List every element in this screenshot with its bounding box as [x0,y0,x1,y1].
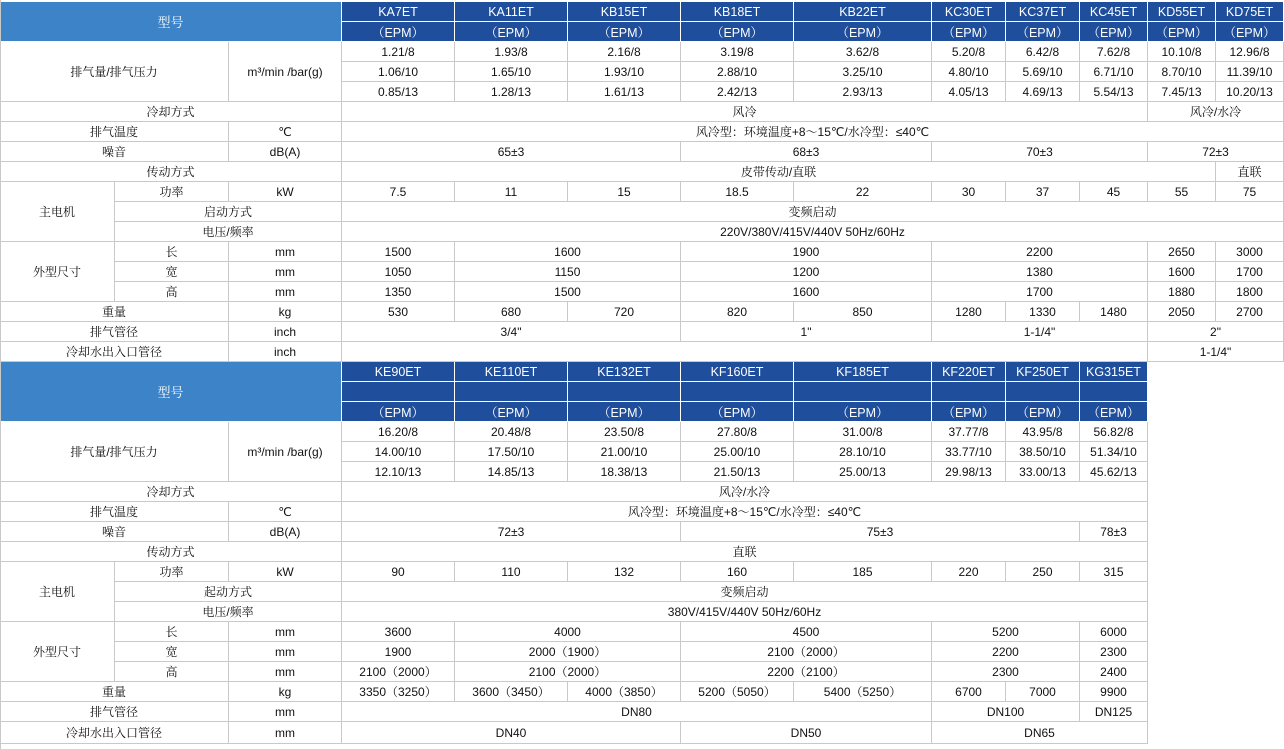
capacity-cell: 6.71/10 [1080,62,1148,82]
weight-value: 1480 [1080,302,1148,322]
motor-label: 主电机 [0,182,115,242]
start-value: 变频启动 [342,582,1148,602]
dimension-value: 1050 [342,262,455,282]
model-name-3: KF160ET [681,362,794,382]
length-unit: mm [229,622,342,642]
capacity-cell: 56.82/8 [1080,422,1148,442]
grid-left-border [0,0,1,749]
weight-value: 7000 [1006,682,1080,702]
pipe-value: 1-1/4" [932,322,1148,342]
cooling-label: 冷却方式 [0,102,342,122]
dimension-value: 1150 [455,262,681,282]
weight-value: 720 [568,302,681,322]
voltage-label: 电压/频率 [115,222,342,242]
capacity-cell: 45.62/13 [1080,462,1148,482]
dimension-value: 2300 [932,662,1080,682]
water-label: 冷却水出入口管径 [0,342,229,362]
capacity-cell: 2.16/8 [568,42,681,62]
length-label: 长 [115,622,229,642]
model-name-8: KD55ET [1148,2,1216,22]
height-unit: mm [229,662,342,682]
water-value: DN40 [342,722,681,744]
noise-value: 68±3 [681,142,932,162]
weight-value: 850 [794,302,932,322]
capacity-cell: 1.93/8 [455,42,568,62]
model-name-1: KA11ET [455,2,568,22]
model-name-0: KE90ET [342,362,455,382]
pipe-value: 2" [1148,322,1284,342]
model-epm-8: （EPM） [1148,22,1216,42]
height-label: 高 [115,282,229,302]
cooling-label: 冷却方式 [0,482,342,502]
model-epm-7: （EPM） [1080,22,1148,42]
water-empty [342,342,1148,362]
height-unit: mm [229,282,342,302]
noise-value: 72±3 [1148,142,1284,162]
model-epm-3: （EPM） [681,22,794,42]
dimension-value: 1800 [1216,282,1284,302]
power-value: 11 [455,182,568,202]
power-value: 185 [794,562,932,582]
dimension-value: 1500 [342,242,455,262]
voltage-value: 380V/415V/440V 50Hz/60Hz [342,602,1148,622]
power-value: 22 [794,182,932,202]
model-name-2: KE132ET [568,362,681,382]
width-unit: mm [229,642,342,662]
capacity-cell: 17.50/10 [455,442,568,462]
model-epm-4: （EPM） [794,402,932,422]
capacity-cell: 21.00/10 [568,442,681,462]
capacity-cell: 3.25/10 [794,62,932,82]
dimension-value: 1700 [932,282,1148,302]
power-value: 220 [932,562,1006,582]
weight-value: 2050 [1148,302,1216,322]
pipe-value: DN125 [1080,702,1148,722]
dimension-value: 2200 [932,242,1148,262]
cooling-value: 风冷/水冷 [342,482,1148,502]
weight-value: 530 [342,302,455,322]
capacity-cell: 7.62/8 [1080,42,1148,62]
weight-value: 680 [455,302,568,322]
weight-value: 3350（3250） [342,682,455,702]
capacity-cell: 7.45/13 [1148,82,1216,102]
dimension-value: 2100（2000） [681,642,932,662]
model-epm-5: （EPM） [932,402,1006,422]
weight-unit: kg [229,682,342,702]
dimension-value: 5200 [932,622,1080,642]
dimension-value: 1350 [342,282,455,302]
dimension-value: 2650 [1148,242,1216,262]
temp-value: 风冷型：环境温度+8～15℃/水冷型：≤40℃ [342,122,1284,142]
power-value: 250 [1006,562,1080,582]
height-label: 高 [115,662,229,682]
weight-unit: kg [229,302,342,322]
capacity-cell: 4.69/13 [1006,82,1080,102]
dimension-value: 4000 [455,622,681,642]
temp-unit: ℃ [229,502,342,522]
pipe-unit: inch [229,322,342,342]
power-unit: kW [229,562,342,582]
model-name-1: KE110ET [455,362,568,382]
dimension-value: 2200（2100） [681,662,932,682]
dimension-value: 6000 [1080,622,1148,642]
water-value: DN65 [932,722,1148,744]
power-unit: kW [229,182,342,202]
capacity-cell: 2.88/10 [681,62,794,82]
weight-value: 2700 [1216,302,1284,322]
drive-value: 直联 [1216,162,1284,182]
length-label: 长 [115,242,229,262]
dimension-value: 1380 [932,262,1148,282]
dimension-value: 1700 [1216,262,1284,282]
weight-label: 重量 [0,302,229,322]
capacity-cell: 20.48/8 [455,422,568,442]
model-name-7: KG315ET [1080,362,1148,382]
weight-value: 5400（5250） [794,682,932,702]
voltage-value: 220V/380V/415V/440V 50Hz/60Hz [342,222,1284,242]
model-name-0: KA7ET [342,2,455,22]
drive-label: 传动方式 [0,162,342,182]
temp-label: 排气温度 [0,122,229,142]
capacity-cell: 1.65/10 [455,62,568,82]
capacity-cell: 16.20/8 [342,422,455,442]
drive-label: 传动方式 [0,542,342,562]
capacity-cell: 1.61/13 [568,82,681,102]
capacity-cell: 31.00/8 [794,422,932,442]
pipe-value: 1" [681,322,932,342]
capacity-cell: 5.20/8 [932,42,1006,62]
power-value: 55 [1148,182,1216,202]
power-value: 315 [1080,562,1148,582]
capacity-cell: 14.85/13 [455,462,568,482]
dimension-value: 2400 [1080,662,1148,682]
power-value: 45 [1080,182,1148,202]
dimension-value: 3000 [1216,242,1284,262]
capacity-unit: m³/min /bar(g) [229,422,342,482]
noise-unit: dB(A) [229,142,342,162]
dimension-value: 1600 [455,242,681,262]
capacity-cell: 2.93/13 [794,82,932,102]
dimension-label: 外型尺寸 [0,242,115,302]
capacity-cell: 5.54/13 [1080,82,1148,102]
drive-value: 皮带传动/直联 [342,162,1216,182]
model-blank-2 [568,382,681,402]
capacity-cell: 27.80/8 [681,422,794,442]
dimension-value: 4500 [681,622,932,642]
capacity-cell: 1.93/10 [568,62,681,82]
capacity-unit: m³/min /bar(g) [229,42,342,102]
noise-value: 75±3 [681,522,1080,542]
power-value: 110 [455,562,568,582]
capacity-cell: 12.96/8 [1216,42,1284,62]
model-epm-2: （EPM） [568,22,681,42]
water-unit: inch [229,342,342,362]
weight-value: 820 [681,302,794,322]
capacity-cell: 28.10/10 [794,442,932,462]
model-name-2: KB15ET [568,2,681,22]
capacity-cell: 12.10/13 [342,462,455,482]
dimension-value: 3600 [342,622,455,642]
weight-value: 6700 [932,682,1006,702]
voltage-label: 电压/频率 [115,602,342,622]
model-blank-0 [342,382,455,402]
weight-value: 5200（5050） [681,682,794,702]
capacity-cell: 37.77/8 [932,422,1006,442]
capacity-cell: 43.95/8 [1006,422,1080,442]
dimension-value: 1900 [681,242,932,262]
model-epm-6: （EPM） [1006,402,1080,422]
start-label: 启动方式 [115,202,342,222]
temp-value: 风冷型：环境温度+8～15℃/水冷型：≤40℃ [342,502,1148,522]
capacity-cell: 25.00/13 [794,462,932,482]
capacity-cell: 6.42/8 [1006,42,1080,62]
model-name-4: KF185ET [794,362,932,382]
pipe-value: DN80 [342,702,932,722]
weight-value: 4000（3850） [568,682,681,702]
motor-label: 主电机 [0,562,115,622]
model-name-5: KF220ET [932,362,1006,382]
model-name-5: KC30ET [932,2,1006,22]
model-epm-1: （EPM） [455,22,568,42]
dimension-value: 2100（2000） [455,662,681,682]
dimension-value: 1200 [681,262,932,282]
model-blank-6 [1006,382,1080,402]
model-epm-1: （EPM） [455,402,568,422]
dimension-label: 外型尺寸 [0,622,115,682]
dimension-value: 1500 [455,282,681,302]
noise-value: 65±3 [342,142,681,162]
power-value: 37 [1006,182,1080,202]
weight-value: 1330 [1006,302,1080,322]
capacity-cell: 1.06/10 [342,62,455,82]
width-label: 宽 [115,642,229,662]
capacity-cell: 2.42/13 [681,82,794,102]
dimension-value: 1900 [342,642,455,662]
capacity-cell: 38.50/10 [1006,442,1080,462]
weight-value: 9900 [1080,682,1148,702]
model-name-3: KB18ET [681,2,794,22]
pipe-value: 3/4" [342,322,681,342]
power-label: 功率 [115,182,229,202]
noise-value: 72±3 [342,522,681,542]
start-value: 变频启动 [342,202,1284,222]
capacity-cell: 8.70/10 [1148,62,1216,82]
capacity-cell: 4.05/13 [932,82,1006,102]
model-epm-6: （EPM） [1006,22,1080,42]
power-label: 功率 [115,562,229,582]
power-value: 30 [932,182,1006,202]
pipe-value: DN100 [932,702,1080,722]
model-epm-9: （EPM） [1216,22,1284,42]
capacity-cell: 33.00/13 [1006,462,1080,482]
dimension-value: 2000（1900） [455,642,681,662]
start-label: 起动方式 [115,582,342,602]
model-title: 型号 [0,362,342,422]
dimension-value: 1600 [1148,262,1216,282]
capacity-cell: 21.50/13 [681,462,794,482]
capacity-cell: 23.50/8 [568,422,681,442]
power-value: 75 [1216,182,1284,202]
noise-unit: dB(A) [229,522,342,542]
model-name-7: KC45ET [1080,2,1148,22]
weight-value: 1280 [932,302,1006,322]
water-unit: mm [229,722,342,744]
power-value: 132 [568,562,681,582]
model-name-9: KD75ET [1216,2,1284,22]
power-value: 160 [681,562,794,582]
cooling-value: 风冷/水冷 [1148,102,1284,122]
model-blank-3 [681,382,794,402]
model-blank-4 [794,382,932,402]
capacity-cell: 18.38/13 [568,462,681,482]
noise-value: 70±3 [932,142,1148,162]
model-epm-2: （EPM） [568,402,681,422]
model-title: 型号 [0,2,342,42]
dimension-value: 1600 [681,282,932,302]
power-value: 90 [342,562,455,582]
capacity-cell: 10.10/8 [1148,42,1216,62]
power-value: 15 [568,182,681,202]
capacity-cell: 1.21/8 [342,42,455,62]
pipe-label: 排气管径 [0,322,229,342]
length-unit: mm [229,242,342,262]
weight-label: 重量 [0,682,229,702]
capacity-cell: 14.00/10 [342,442,455,462]
capacity-cell: 3.62/8 [794,42,932,62]
capacity-cell: 0.85/13 [342,82,455,102]
noise-value: 78±3 [1080,522,1148,542]
dimension-value: 2100（2000） [342,662,455,682]
model-blank-1 [455,382,568,402]
capacity-cell: 33.77/10 [932,442,1006,462]
cooling-value: 风冷 [342,102,1148,122]
capacity-cell: 11.39/10 [1216,62,1284,82]
model-epm-0: （EPM） [342,402,455,422]
width-label: 宽 [115,262,229,282]
capacity-cell: 25.00/10 [681,442,794,462]
capacity-cell: 3.19/8 [681,42,794,62]
power-value: 18.5 [681,182,794,202]
width-unit: mm [229,262,342,282]
model-epm-7: （EPM） [1080,402,1148,422]
temp-label: 排气温度 [0,502,229,522]
capacity-label: 排气量/排气压力 [0,422,229,482]
weight-value: 3600（3450） [455,682,568,702]
model-blank-5 [932,382,1006,402]
capacity-cell: 5.69/10 [1006,62,1080,82]
water-value: 1-1/4" [1148,342,1284,362]
pipe-unit: mm [229,702,342,722]
capacity-cell: 10.20/13 [1216,82,1284,102]
capacity-cell: 51.34/10 [1080,442,1148,462]
water-label: 冷却水出入口管径 [0,722,229,744]
noise-label: 噪音 [0,142,229,162]
dimension-value: 2200 [932,642,1080,662]
capacity-label: 排气量/排气压力 [0,42,229,102]
water-value: DN50 [681,722,932,744]
model-epm-4: （EPM） [794,22,932,42]
dimension-value: 2300 [1080,642,1148,662]
power-value: 7.5 [342,182,455,202]
pipe-label: 排气管径 [0,702,229,722]
model-epm-0: （EPM） [342,22,455,42]
model-epm-5: （EPM） [932,22,1006,42]
temp-unit: ℃ [229,122,342,142]
model-epm-3: （EPM） [681,402,794,422]
drive-value: 直联 [342,542,1148,562]
model-name-6: KF250ET [1006,362,1080,382]
capacity-cell: 1.28/13 [455,82,568,102]
dimension-value: 1880 [1148,282,1216,302]
capacity-cell: 4.80/10 [932,62,1006,82]
model-name-4: KB22ET [794,2,932,22]
noise-label: 噪音 [0,522,229,542]
model-name-6: KC37ET [1006,2,1080,22]
model-blank-7 [1080,382,1148,402]
capacity-cell: 29.98/13 [932,462,1006,482]
